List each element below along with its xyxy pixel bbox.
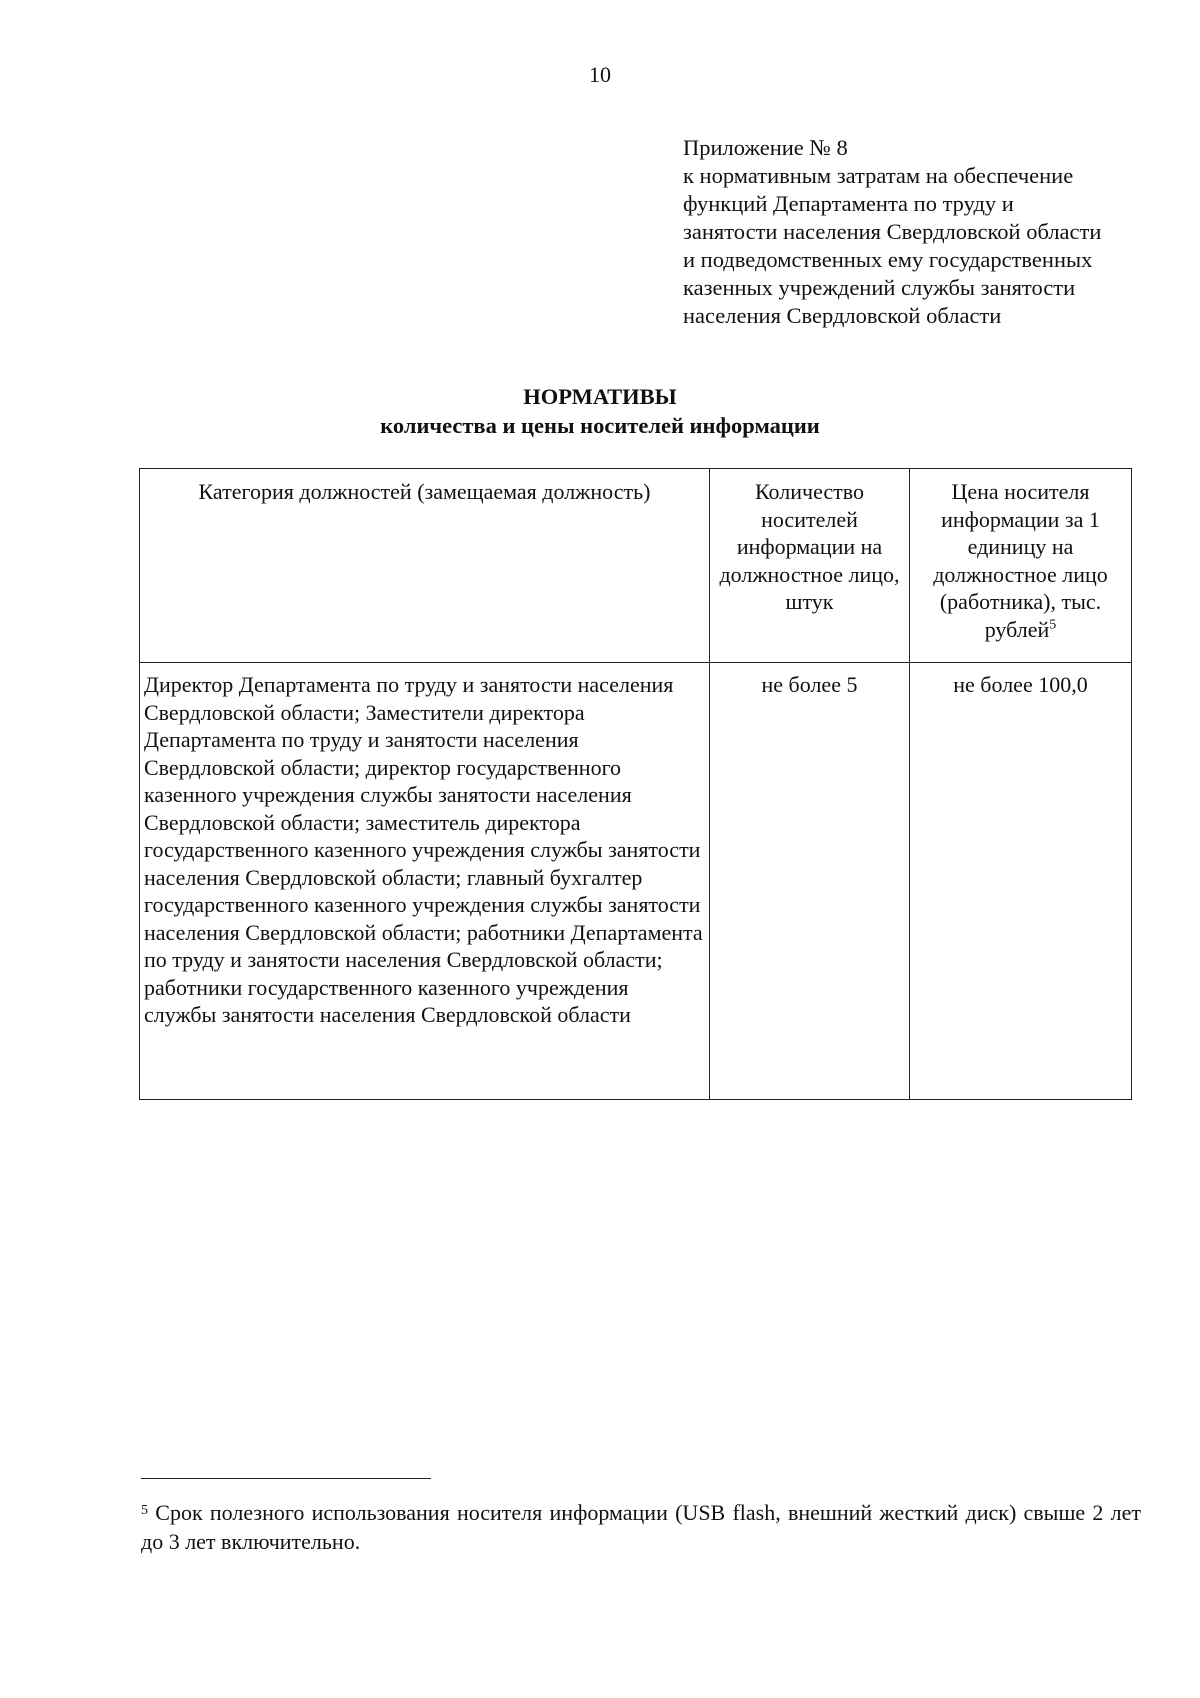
document-title: НОРМАТИВЫ xyxy=(523,384,677,409)
footnote-mark: 5 xyxy=(141,1503,148,1518)
appendix-line: и подведомственных ему государственных xyxy=(683,247,1093,272)
appendix-line: к нормативным затратам на обеспечение xyxy=(683,163,1074,188)
page-number: 10 xyxy=(589,62,611,87)
footnote-separator xyxy=(141,1478,431,1479)
header-quantity xyxy=(710,469,910,663)
footnote-reference: 5 xyxy=(1049,617,1057,633)
header-quantity-text: Количество носителей информации на должностное лицо, штук xyxy=(719,479,900,614)
header-category-text: Категория должностей (замещаемая должность) xyxy=(198,479,651,504)
appendix-line: казенных учреждений службы занятости xyxy=(683,275,1076,300)
footnote-text: Срок полезного использования носителя информации (USB flash, внешний жесткий диск) свыше 2 лет до 3 лет включительно. xyxy=(141,1500,1142,1554)
header-price-text: Цена носителя информации за 1 единицу на должностное лицо (работника), тыс. рублей xyxy=(933,479,1108,642)
cell-quantity: не более 5 xyxy=(710,663,910,1100)
table-row xyxy=(140,663,1132,1100)
header-price xyxy=(910,469,1132,663)
document-subtitle: количества и цены носителей информации xyxy=(380,413,820,438)
table-header-row xyxy=(140,469,1132,663)
appendix-line: функций Департамента по труду и xyxy=(683,191,1014,216)
norms-table xyxy=(139,468,1132,1100)
header-category xyxy=(140,469,710,663)
cell-price: не более 100,0 xyxy=(910,663,1132,1100)
footnote xyxy=(141,1496,1141,1556)
appendix-line: населения Свердловской области xyxy=(683,303,1002,328)
appendix-line: Приложение № 8 xyxy=(683,135,848,160)
appendix-block xyxy=(683,134,1163,330)
appendix-line: занятости населения Свердловской области xyxy=(683,219,1102,244)
cell-category: Директор Департамента по труду и занятости населения Свердловской области; Заместители директора Департамента по труду и занятости населения Свердловской области; директор государственного казенного учреждения службы занятости населения Свердловской области; заместитель директора государственного казенного учреждения службы занятости населения Свердловской области; главный бухгалтер государственного казенного учреждения службы занятости населения Свердловской области; работники Департамента по труду и занятости населения Свердловской области; работники государственного казенного учреждения службы занятости населения Свердловской области xyxy=(140,663,710,1100)
